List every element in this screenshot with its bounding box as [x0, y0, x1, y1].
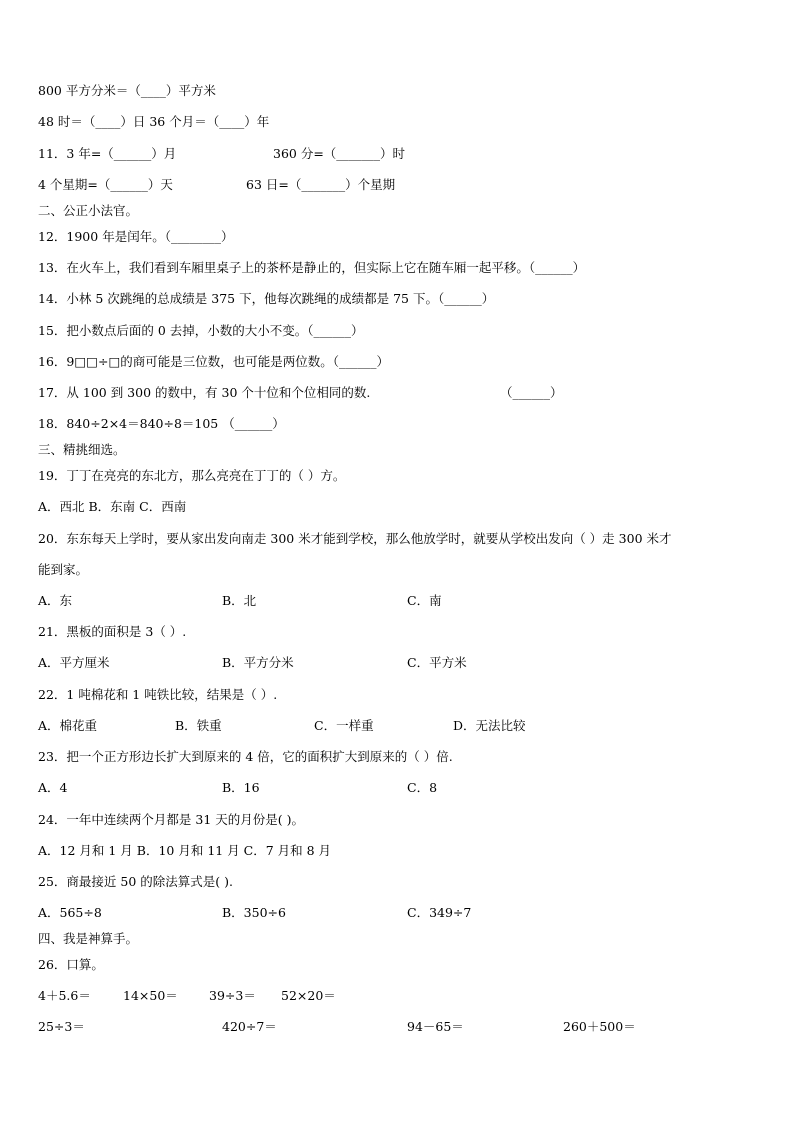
question-23-option-b: B．16 [222, 780, 260, 795]
question-11-part-b: 360 分=（_______）时 [273, 146, 406, 161]
question-20-continued: 能到家。 [38, 562, 89, 577]
question-22-option-a: A．棉花重 [38, 718, 98, 733]
question-11-part-a: 11．3 年=（______）月 [38, 146, 177, 161]
question-25-option-a: A．565÷8 [38, 905, 102, 920]
question-11-part-d: 63 日=（_______）个星期 [246, 177, 396, 192]
question-25: 25．商最接近 50 的除法算式是( ). [38, 874, 233, 889]
question-17-answer-blank: （______） [500, 385, 563, 400]
question-20-option-c: C．南 [407, 593, 442, 608]
question-16: 16．9□□÷□的商可能是三位数，也可能是两位数。（______） [38, 354, 390, 369]
mental-calc-1: 4＋5.6＝ [38, 988, 91, 1003]
question-23-option-a: A．4 [38, 780, 68, 795]
mental-calc-6: 420÷7＝ [222, 1019, 277, 1034]
question-20-option-b: B．北 [222, 593, 257, 608]
question-21-option-b: B．平方分米 [222, 655, 294, 670]
question-19-options: A．西北 B．东南 C．西南 [38, 499, 187, 514]
question-17: 17．从 100 到 300 的数中，有 30 个十位和个位相同的数. [38, 385, 371, 400]
mental-calc-2: 14×50＝ [123, 988, 178, 1003]
section-heading-3: 三、精挑细选。 [38, 442, 126, 457]
section-heading-4: 四、我是神算手。 [38, 931, 139, 946]
question-11-part-c: 4 个星期=（______）天 [38, 177, 173, 192]
question-24: 24．一年中连续两个月都是 31 天的月份是( )。 [38, 812, 304, 827]
question-14: 14．小林 5 次跳绳的总成绩是 375 下，他每次跳绳的成绩都是 75 下。（______） [38, 291, 495, 306]
question-22-option-d: D．无法比较 [453, 718, 526, 733]
mental-calc-7: 94－65＝ [407, 1019, 464, 1034]
mental-calc-5: 25÷3＝ [38, 1019, 85, 1034]
time-conversion-line: 48 时＝（____）日 36 个月＝（____）年 [38, 114, 270, 129]
question-19: 19．丁丁在亮亮的东北方，那么亮亮在丁丁的（ ）方。 [38, 468, 346, 483]
question-23-option-c: C．8 [407, 780, 438, 795]
mental-calc-8: 260＋500＝ [563, 1019, 636, 1034]
question-25-option-b: B．350÷6 [222, 905, 286, 920]
question-12: 12．1900 年是闰年。（________） [38, 229, 234, 244]
mental-calc-4: 52×20＝ [281, 988, 336, 1003]
question-23: 23．把一个正方形边长扩大到原来的 4 倍，它的面积扩大到原来的（ ）倍. [38, 749, 453, 764]
question-26: 26．口算。 [38, 957, 104, 972]
question-20-option-a: A．东 [38, 593, 73, 608]
question-22: 22．1 吨棉花和 1 吨铁比较，结果是（ ）. [38, 687, 278, 702]
question-21: 21．黑板的面积是 3（ ）. [38, 624, 187, 639]
question-21-option-a: A．平方厘米 [38, 655, 110, 670]
question-13: 13．在火车上，我们看到车厢里桌子上的茶杯是静止的，但实际上它在随车厢一起平移。（______） [38, 260, 586, 275]
question-21-option-c: C．平方米 [407, 655, 467, 670]
section-heading-2: 二、公正小法官。 [38, 203, 139, 218]
mental-calc-3: 39÷3＝ [209, 988, 256, 1003]
question-20: 20．东东每天上学时，要从家出发向南走 300 米才能到学校，那么他放学时，就要从学校出发向（ ）走 300 米才 [38, 531, 672, 546]
question-22-option-c: C．一样重 [314, 718, 374, 733]
question-18: 18．840÷2×4＝840÷8＝105 （______） [38, 416, 285, 431]
question-25-option-c: C．349÷7 [407, 905, 472, 920]
question-24-options: A．12 月和 1 月 B．10 月和 11 月 C．7 月和 8 月 [38, 843, 332, 858]
question-22-option-b: B．铁重 [175, 718, 222, 733]
question-15: 15．把小数点后面的 0 去掉，小数的大小不变。（______） [38, 323, 364, 338]
area-conversion-line: 800 平方分米＝（____）平方米 [38, 83, 216, 98]
